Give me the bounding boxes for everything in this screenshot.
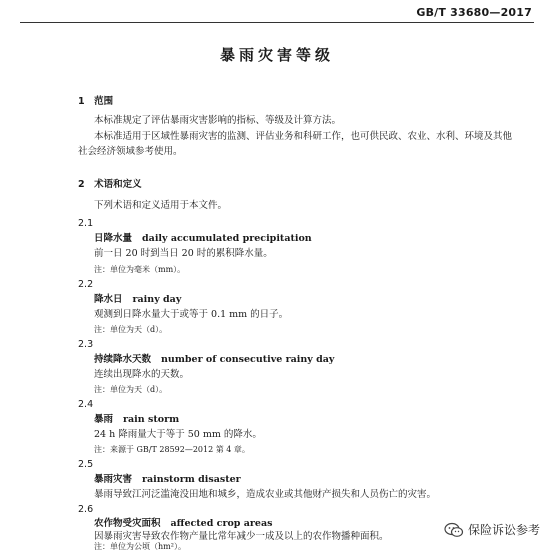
section-1-heading: 1 范围 [78, 96, 114, 107]
term-en: number of consecutive rainy day [161, 354, 335, 365]
page-title: 暴雨灾害等级 [219, 46, 334, 64]
term-en: rainstorm disaster [142, 474, 241, 485]
section-1-para-2b: 社会经济领域参考使用。 [78, 146, 183, 157]
term-number: 2.6 [78, 504, 94, 515]
term-definition: 观测到日降水量大于或等于 0.1 mm 的日子。 [94, 309, 289, 320]
term-heading [94, 413, 179, 426]
wechat-icon [444, 522, 464, 538]
term-zh: 降水日 [94, 294, 123, 305]
watermark [444, 521, 540, 538]
term-heading [94, 517, 272, 530]
term-zh: 持续降水天数 [94, 354, 152, 365]
term-zh: 暴雨灾害 [94, 474, 133, 485]
term-definition: 前一日 20 时到当日 20 时的累积降水量。 [94, 248, 273, 259]
term-zh: 日降水量 [94, 233, 133, 244]
term-zh: 暴雨 [94, 414, 114, 425]
section-2-heading: 2 术语和定义 [78, 179, 142, 190]
term-number: 2.5 [78, 459, 94, 470]
term-note: 注：单位为天（d）。 [94, 325, 168, 334]
term-definition: 暴雨导致江河泛滥淹没田地和城乡，造成农业或其他财产损失和人员伤亡的灾害。 [94, 489, 437, 500]
term-note: 注：单位为天（d）。 [94, 385, 168, 394]
watermark-text: 保险诉讼参考 [467, 523, 540, 537]
term-zh: 农作物受灾面积 [94, 518, 161, 529]
term-definition: 因暴雨灾害导致农作物产量比常年减少一成及以上的农作物播种面积。 [94, 531, 389, 542]
term-en: daily accumulated precipitation [142, 233, 312, 244]
term-en: rain storm [123, 414, 180, 425]
term-en: rainy day [132, 294, 182, 305]
term-heading [94, 353, 334, 366]
term-number: 2.1 [78, 218, 94, 229]
term-heading [94, 473, 241, 486]
term-heading [94, 232, 312, 245]
header-rule [20, 22, 534, 23]
section-1-para-1: 本标准规定了评估暴雨灾害影响的指标、等级及计算方法。 [94, 115, 342, 126]
term-note: 注：单位为毫米（mm）。 [94, 265, 186, 274]
term-note: 注：来源于 GB/T 28592—2012 第 4 章。 [94, 445, 250, 454]
section-1-para-2a: 本标准适用于区域性暴雨灾害的监测、评估业务和科研工作，也可供民政、农业、水利、环境及其他 [94, 131, 513, 142]
term-definition: 连续出现降水的天数。 [94, 369, 190, 380]
term-definition: 24 h 降雨量大于等于 50 mm 的降水。 [94, 429, 262, 440]
term-en: affected crop areas [170, 518, 273, 529]
term-number: 2.4 [78, 399, 94, 410]
term-note: 注：单位为公顷（hm²）。 [94, 542, 186, 551]
section-2-intro: 下列术语和定义适用于本文件。 [94, 200, 228, 211]
term-number: 2.2 [78, 279, 94, 290]
term-heading [94, 293, 181, 306]
standard-number: GB/T 33680—2017 [416, 6, 532, 19]
term-number: 2.3 [78, 339, 94, 350]
